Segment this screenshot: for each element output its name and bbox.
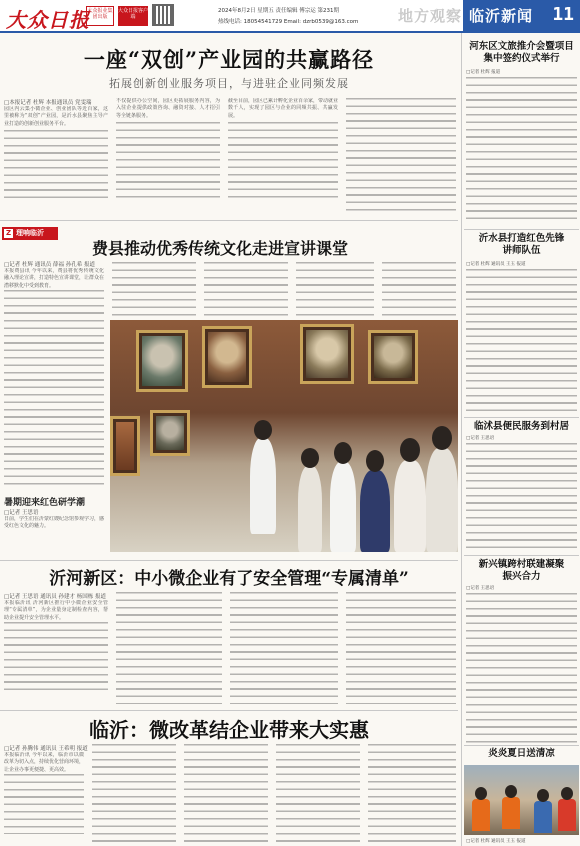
lead-text-col1 bbox=[4, 106, 108, 216]
lead-headline: 一座“双创”产业园的共赢路径 bbox=[83, 47, 375, 72]
article2-headline: 费县推动优秀传统文化走进宣讲课堂 bbox=[92, 239, 349, 258]
article3-headline: 沂河新区：中小微企业有了安全管理“专属清单” bbox=[49, 569, 409, 589]
article4-col2 bbox=[92, 744, 176, 844]
sidebar-story1-headline: 河东区文旅推介会暨项目集中签约仪式举行 bbox=[469, 41, 574, 64]
student-head bbox=[366, 450, 384, 472]
article2-col4 bbox=[296, 262, 374, 316]
article4-col1 bbox=[4, 752, 84, 844]
region-label: 地方观察 bbox=[398, 7, 463, 25]
photo-caption: 日前，学生们在沂蒙红嫂纪念馆参观学习，感受红色文化的魅力。 bbox=[4, 516, 104, 530]
issue-date-line: 2024年8月2日 星期五 责任编辑 傅宗运 第231期 bbox=[218, 8, 339, 14]
summer-relief-photo bbox=[464, 765, 579, 835]
article3-text: 本报临沂讯 沂河新区推行中小微企业安全管理“专属清单”，为企业量身定制检查内容，帮助企业提升安全管理水平。 bbox=[4, 600, 108, 621]
text-lines bbox=[4, 130, 108, 200]
article2-col3 bbox=[204, 262, 288, 316]
portrait-frame bbox=[110, 416, 140, 476]
sidebar-story3-byline: □记者 王思语 bbox=[466, 436, 495, 441]
article2-col5 bbox=[382, 262, 456, 316]
sidebar-story4-byline: □记者 王思语 bbox=[466, 586, 495, 591]
divider bbox=[464, 555, 579, 556]
sidebar-story2-byline: □记者 杜辉 通讯员 王玉 报道 bbox=[466, 262, 526, 267]
article4-col4 bbox=[276, 744, 360, 844]
section-label: 临沂新闻 bbox=[469, 7, 534, 25]
worker-figure bbox=[502, 797, 520, 829]
sidebar-story1-byline: □记者 杜辉 报道 bbox=[466, 70, 501, 75]
article4-col5 bbox=[368, 744, 456, 844]
text-lines bbox=[228, 122, 338, 202]
masthead bbox=[0, 0, 580, 33]
contact-line: 热线电话: 18054541729 Email: dzrb0539@163.com bbox=[218, 19, 359, 25]
divider bbox=[464, 417, 579, 418]
article2-byline: □记者 杜辉 通讯员 薛福 孙孔希 报道 bbox=[4, 262, 95, 268]
volunteer-figure bbox=[558, 799, 576, 831]
lead-text: 截至目前，园区已累计孵化企业百余家，带动就业数千人，实现了园区与企业的同频共振、共赢发展。 bbox=[228, 98, 338, 119]
section-banner bbox=[463, 0, 580, 33]
guide-figure bbox=[250, 438, 276, 534]
portrait-frame bbox=[150, 410, 190, 456]
text-lines bbox=[116, 122, 220, 202]
lead-subheadline: 拓展创新创业服务项目，与进驻企业同频发展 bbox=[109, 77, 349, 90]
text-lines bbox=[4, 290, 104, 314]
article3-byline: □记者 王思语 通讯员 孙建才 杨国栋 报道 bbox=[4, 594, 106, 600]
exhibition-photo bbox=[110, 320, 458, 552]
page-number: 11 bbox=[552, 4, 574, 25]
column-tag: Z 理响临沂 bbox=[2, 227, 58, 240]
portrait-frame bbox=[202, 326, 252, 388]
article4-byline: □记者 孙腾伟 通讯员 王希明 报道 bbox=[4, 746, 88, 752]
student-figure bbox=[330, 462, 356, 552]
text-lines bbox=[4, 622, 108, 696]
lead-text: 园区内云集小微企业、创业团队等近百家，这里被称为“双创”产业园，是沂水县聚焦主导产业打造的创新创业服务平台。 bbox=[4, 106, 108, 127]
newspaper-logo: 大众日报 bbox=[6, 8, 90, 32]
lead-text-col4 bbox=[346, 98, 456, 216]
guide-head bbox=[254, 420, 272, 440]
volunteer-figure bbox=[534, 801, 552, 833]
sidebar-story2-text bbox=[466, 269, 577, 415]
lead-text-col3 bbox=[228, 98, 338, 216]
publisher-badge: 大众报业集团出版 bbox=[86, 6, 114, 26]
article4-headline: 临沂：微改革结企业带来大实惠 bbox=[89, 718, 369, 742]
divider bbox=[464, 229, 579, 230]
article3-col3 bbox=[230, 592, 338, 704]
article2-text: 本报费县讯 今年以来，费县将优秀传统文化融入理论宣讲，打造特色宣讲课堂，让群众在潜移默化中受到教育。 bbox=[4, 268, 104, 289]
article2-col1-cont bbox=[4, 320, 104, 490]
worker-head bbox=[505, 785, 517, 798]
sidebar-story5-byline: □记者 杜辉 通讯员 王玉 报道 bbox=[466, 839, 526, 844]
divider bbox=[0, 560, 458, 561]
photo-story-byline: □记者 王思语 bbox=[4, 510, 39, 516]
article3-col4 bbox=[346, 592, 456, 704]
student-figure bbox=[360, 470, 390, 552]
student-head bbox=[334, 442, 352, 464]
student-figure bbox=[394, 460, 426, 552]
article4-col3 bbox=[184, 744, 268, 844]
sidebar-story5-headline: 炎炎夏日送清凉 bbox=[488, 748, 555, 759]
article3-col1 bbox=[4, 600, 108, 704]
sidebar-story2-headline: 沂水县打造红色先锋讲师队伍 bbox=[478, 233, 565, 256]
lead-byline: □本报记者 杜辉 本报通讯员 党雯瑞 bbox=[4, 100, 92, 106]
article2-col1 bbox=[4, 268, 104, 314]
volunteer-head bbox=[561, 787, 573, 800]
qr-code-icon bbox=[152, 4, 174, 26]
article3-col2 bbox=[116, 592, 222, 704]
client-badge: 大众日报客户端 bbox=[118, 6, 148, 26]
sidebar bbox=[461, 33, 580, 846]
lead-text: 不仅提供办公空间，园区更拓展服务内容，为入驻企业提供政策咨询、融资对接、人才招引等全链条服务。 bbox=[116, 98, 220, 119]
main-column bbox=[0, 36, 458, 846]
text-lines bbox=[4, 774, 84, 834]
photo-story-headline: 暑期迎来红色研学潮 bbox=[4, 498, 86, 508]
sidebar-story4-headline: 新兴镇跨村联建凝聚振兴合力 bbox=[478, 559, 565, 582]
volunteer-head bbox=[537, 789, 549, 802]
sidebar-story4-text bbox=[466, 593, 577, 743]
article4-text: 本报临沂讯 今年以来，临沂市以微改革为切入点，持续优化营商环境，让企业办事更便捷、更高效。 bbox=[4, 752, 84, 773]
student-figure bbox=[298, 466, 322, 552]
sidebar-story1-text bbox=[466, 77, 577, 225]
portrait-frame bbox=[136, 330, 188, 392]
student-head bbox=[301, 448, 319, 468]
student-figure bbox=[426, 448, 458, 552]
divider bbox=[464, 745, 579, 746]
sidebar-story3-text bbox=[466, 443, 577, 551]
divider bbox=[0, 220, 458, 221]
student-head bbox=[432, 426, 452, 450]
divider bbox=[0, 710, 458, 711]
lead-text-col2 bbox=[116, 98, 220, 216]
article2-col2 bbox=[112, 262, 196, 316]
portrait-frame bbox=[368, 330, 418, 384]
worker-figure bbox=[472, 799, 490, 831]
sidebar-story3-headline: 临沭县便民服务到村居 bbox=[473, 421, 569, 432]
student-head bbox=[400, 438, 420, 462]
portrait-frame bbox=[300, 324, 354, 384]
worker-head bbox=[475, 787, 487, 800]
